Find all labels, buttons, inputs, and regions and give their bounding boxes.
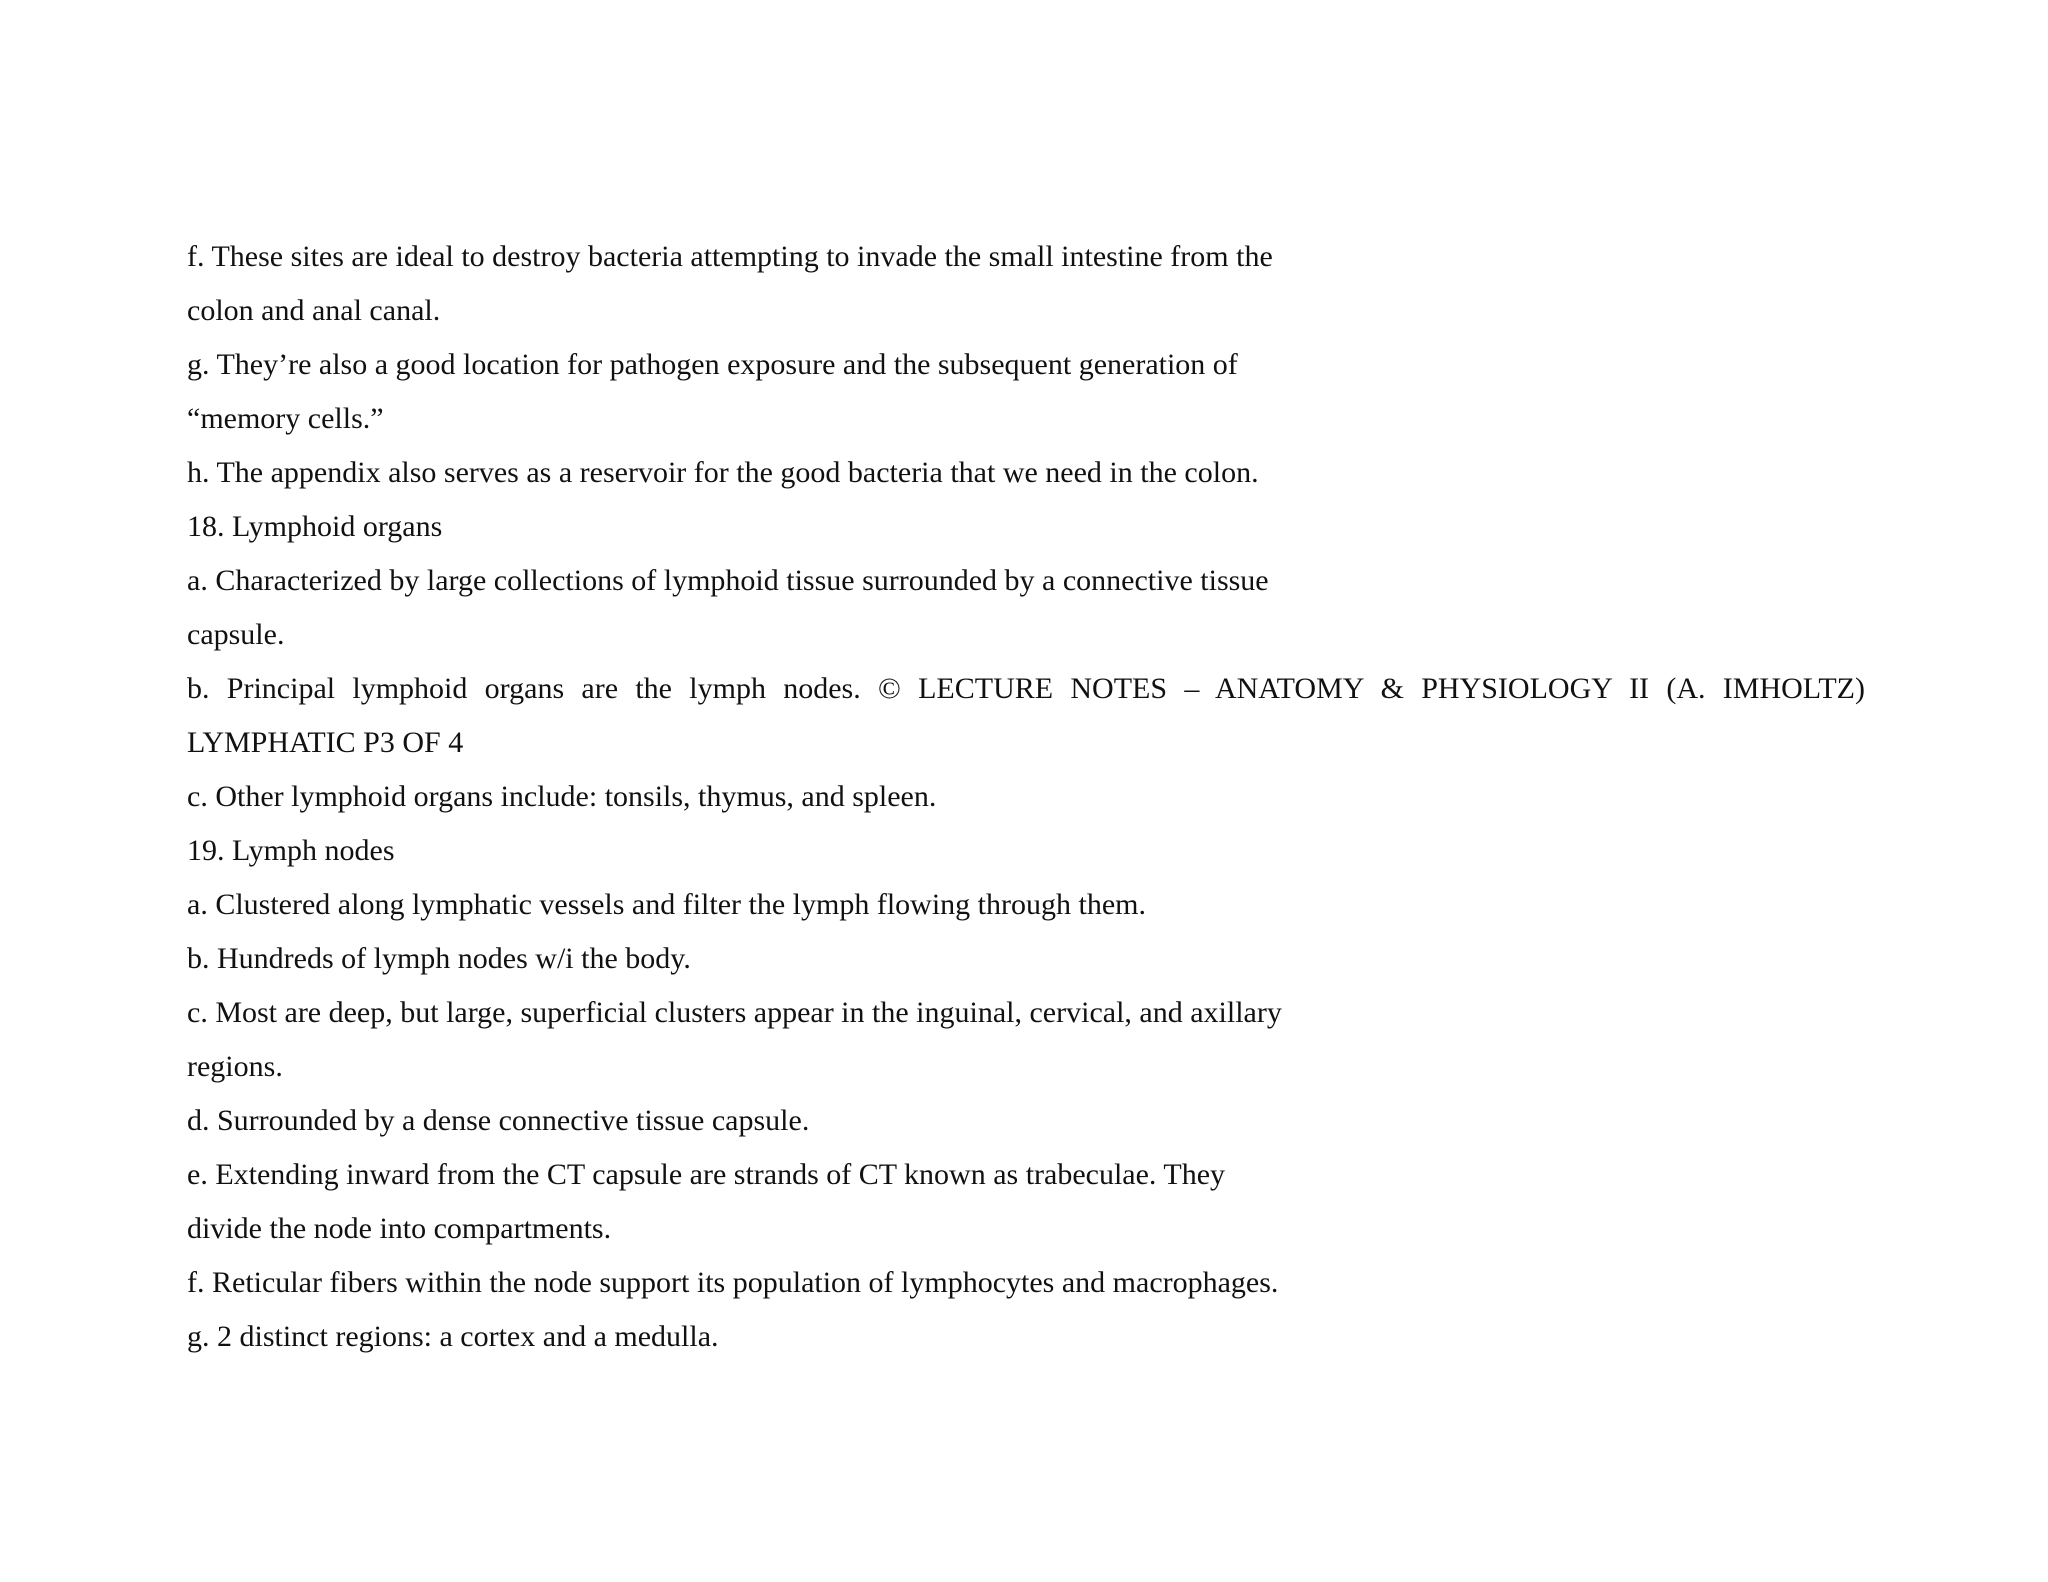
text-line: colon and anal canal. — [187, 294, 441, 327]
text-line: regions. — [187, 1050, 283, 1083]
text-line: c. Other lymphoid organs include: tonsils, thymus, and spleen. — [187, 780, 937, 813]
text-line-with-footer: b. Principal lymphoid organs are the lymph nodes. © LECTURE NOTES – ANATOMY & PHYSIOLOGY II (A. IMHOLTZ) — [187, 672, 1865, 705]
section-heading: 19. Lymph nodes — [187, 834, 395, 867]
text-line: g. They’re also a good location for pathogen exposure and the subsequent generation of — [187, 348, 1238, 381]
text-line: a. Clustered along lymphatic vessels and filter the lymph flowing through them. — [187, 888, 1146, 921]
text-line: h. The appendix also serves as a reservoir for the good bacteria that we need in the colon. — [187, 456, 1259, 489]
text-line: c. Most are deep, but large, superficial clusters appear in the inguinal, cervical, and axillary — [187, 996, 1282, 1029]
text-line: divide the node into compartments. — [187, 1212, 612, 1245]
text-line: f. These sites are ideal to destroy bacteria attempting to invade the small intestine from the — [187, 240, 1273, 273]
text-line: b. Hundreds of lymph nodes w/i the body. — [187, 942, 691, 975]
text-line: g. 2 distinct regions: a cortex and a medulla. — [187, 1320, 719, 1353]
text-line: capsule. — [187, 618, 285, 651]
text-line: “memory cells.” — [187, 402, 384, 435]
page-footer: LYMPHATIC P3 OF 4 — [187, 726, 464, 759]
text-line: e. Extending inward from the CT capsule are strands of CT known as trabeculae. They — [187, 1158, 1226, 1191]
text-line: a. Characterized by large collections of lymphoid tissue surrounded by a connective tissue — [187, 564, 1269, 597]
section-heading: 18. Lymphoid organs — [187, 510, 443, 543]
page-content — [187, 230, 1867, 1364]
text-line: d. Surrounded by a dense connective tissue capsule. — [187, 1104, 810, 1137]
text-line: f. Reticular fibers within the node support its population of lymphocytes and macrophages. — [187, 1266, 1279, 1299]
